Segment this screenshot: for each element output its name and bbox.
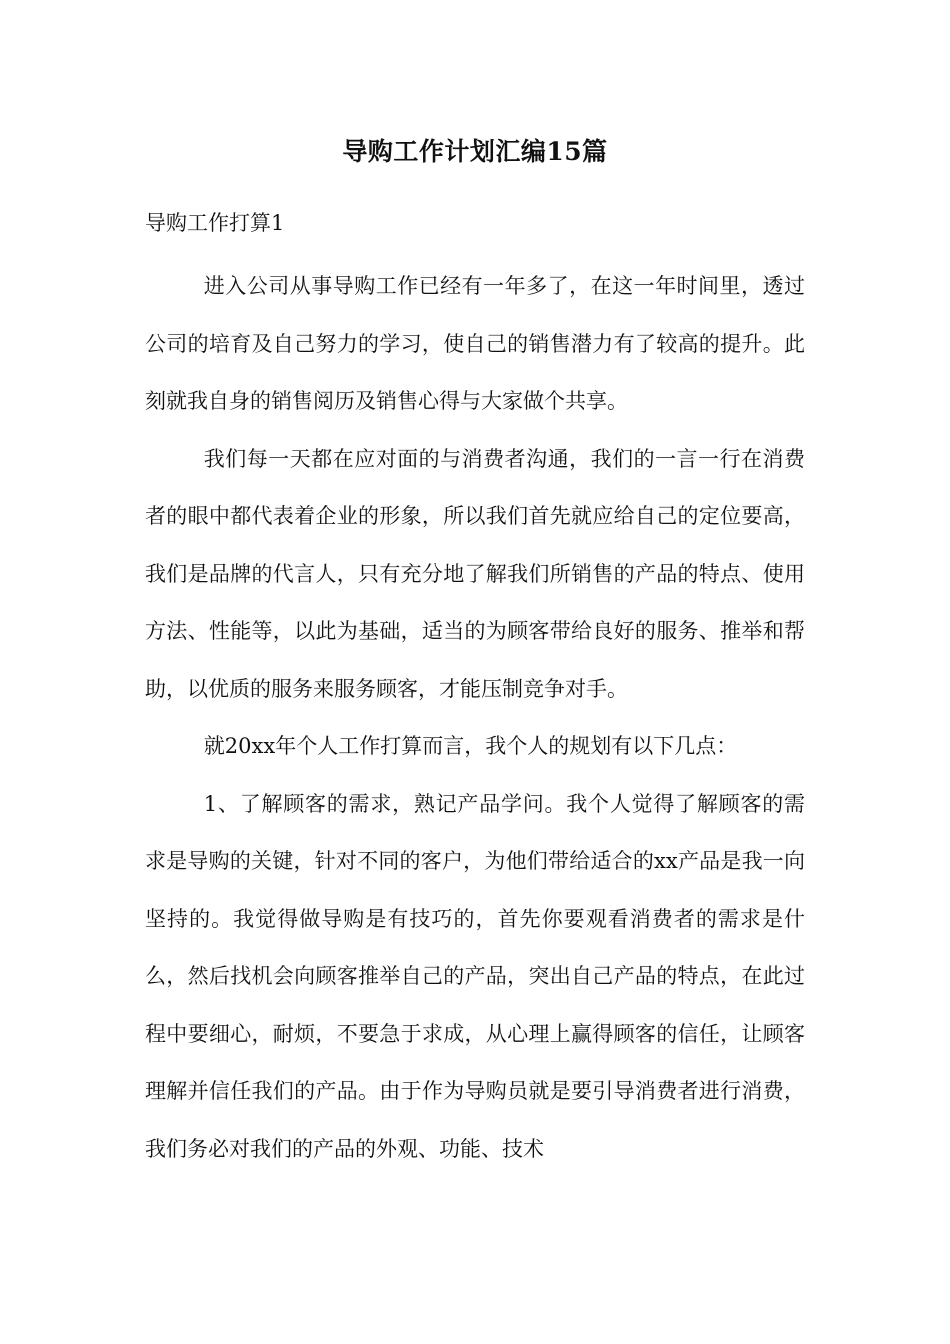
- paragraph: 就20xx年个人工作打算而言，我个人的规划有以下几点：: [203, 734, 738, 758]
- paragraph: 1、了解顾客的需求，熟记产品学问。我个人觉得了解顾客的需求是导购的关键，针对不同的客户，为他们带给适合的xx产品是我一向坚持的。我觉得做导购是有技巧的，首先你要观看消费者的需求是什么，然后找机会向顾客推举自己的产品，突出自己产品的特点，在此过程中要细心，耐烦，不要急于求成，从心理上赢得顾客的信任，让顾客理解并信任我们的产品。由于作为导购员就是要引导消费者进行消费，我们务必对我们的产品的外观、功能、技术: [145, 791, 805, 1161]
- paragraph: 进入公司从事导购工作已经有一年多了，在这一年时间里，透过公司的培育及自己努力的学习，使自己的销售潜力有了较高的提升。此刻就我自身的销售阅历及销售心得与大家做个共享。: [145, 274, 805, 413]
- body-text: [145, 258, 805, 1178]
- document-title: 导购工作计划汇编15篇: [342, 137, 608, 166]
- paragraph: 我们每一天都在应对面的与消费者沟通，我们的一言一行在消费者的眼中都代表着企业的形象，所以我们首先就应给自己的定位要高，我们是品牌的代言人，只有充分地了解我们所销售的产品的特点、使用方法、性能等，以此为基础，适当的为顾客带给良好的服务、推举和帮助，以优质的服务来服务顾客，才能压制竞争对手。: [145, 446, 805, 701]
- section-heading: 导购工作打算1: [145, 211, 285, 235]
